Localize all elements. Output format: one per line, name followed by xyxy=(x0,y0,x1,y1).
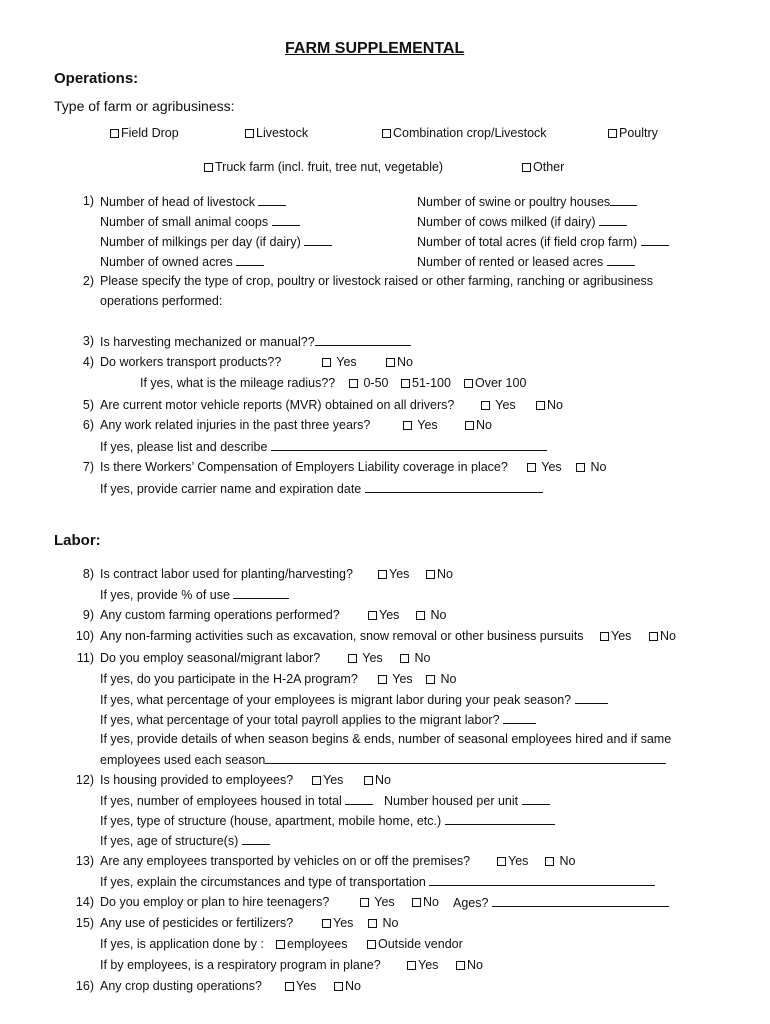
q15-text: Any use of pesticides or fertilizers? xyxy=(100,916,294,930)
checkbox-icon[interactable] xyxy=(400,654,409,663)
q6-yes[interactable]: Yes xyxy=(403,418,438,433)
checkbox-icon[interactable] xyxy=(481,401,490,410)
checkbox-icon[interactable] xyxy=(465,421,474,430)
checkbox-icon[interactable] xyxy=(576,463,585,472)
checkbox-icon[interactable] xyxy=(426,570,435,579)
q10-text: Any non-farming activities such as excavation, snow removal or other business pursuits xyxy=(100,629,584,643)
checkbox-icon[interactable] xyxy=(401,379,410,388)
question-number: 2) xyxy=(82,274,94,288)
question-number: 1) xyxy=(82,194,94,208)
q6-follow-field[interactable]: If yes, please list and describe xyxy=(100,439,547,455)
checkbox-icon[interactable] xyxy=(312,776,321,785)
farm-type-field-drop[interactable]: Field Drop xyxy=(110,126,179,141)
q15-applied-by: If yes, is application done by : xyxy=(100,937,264,951)
q15-respiratory-no[interactable]: No xyxy=(456,958,483,973)
q14-no[interactable]: No xyxy=(412,895,439,910)
checkbox-icon[interactable] xyxy=(245,129,254,138)
q4-radius-over-100[interactable]: Over 100 xyxy=(464,376,526,391)
q7-no[interactable]: No xyxy=(576,460,606,475)
q11-season-details: If yes, provide details of when season begins & ends, number of seasonal employees hired and if same xyxy=(100,732,672,746)
checkbox-icon[interactable] xyxy=(364,776,373,785)
checkbox-icon[interactable] xyxy=(349,379,358,388)
farm-type-truck-farm[interactable]: Truck farm (incl. fruit, tree nut, vegetable) xyxy=(204,160,443,175)
farm-type-livestock[interactable]: Livestock xyxy=(245,126,308,141)
q4-no[interactable]: No xyxy=(386,355,413,370)
q15-respiratory: If by employees, is a respiratory program in plane? xyxy=(100,958,381,972)
q11-yes[interactable]: Yes xyxy=(348,651,383,666)
q12-yes[interactable]: Yes xyxy=(312,773,343,788)
checkbox-icon[interactable] xyxy=(276,940,285,949)
q14-text: Do you employ or plan to hire teenagers? xyxy=(100,895,330,909)
question-number: 6) xyxy=(82,418,94,432)
q12-housed-per-unit-field[interactable]: Number housed per unit xyxy=(384,793,550,809)
checkbox-icon[interactable] xyxy=(412,898,421,907)
q16-no[interactable]: No xyxy=(334,979,361,994)
q15-employees[interactable]: employees xyxy=(276,937,347,952)
q7-follow-field[interactable]: If yes, provide carrier name and expiration date xyxy=(100,481,543,497)
q8-text: Is contract labor used for planting/harvesting? xyxy=(100,567,353,581)
q15-no[interactable]: No xyxy=(368,916,398,931)
q14-ages-field[interactable]: Ages? xyxy=(453,895,669,911)
farm-type-other[interactable]: Other xyxy=(522,160,564,175)
checkbox-icon[interactable] xyxy=(382,129,391,138)
owned-acres-field[interactable]: Number of owned acres xyxy=(100,254,264,270)
q4-follow: If yes, what is the mileage radius?? xyxy=(140,376,336,390)
page-title: FARM SUPPLEMENTAL xyxy=(285,40,465,57)
q8-follow-field[interactable]: If yes, provide % of use xyxy=(100,587,289,603)
q11-h2a-text: If yes, do you participate in the H-2A program? xyxy=(100,672,358,686)
checkbox-icon[interactable] xyxy=(545,857,554,866)
checkbox-icon[interactable] xyxy=(285,982,294,991)
q10-yes[interactable]: Yes xyxy=(600,629,631,644)
checkbox-icon[interactable] xyxy=(497,857,506,866)
q13-no[interactable]: No xyxy=(545,854,575,869)
swine-houses-field[interactable]: Number of swine or poultry houses xyxy=(417,194,637,210)
checkbox-icon[interactable] xyxy=(348,654,357,663)
q6-text: Any work related injuries in the past three years? xyxy=(100,418,371,432)
q11-text: Do you employ seasonal/migrant labor? xyxy=(100,651,321,665)
q11-h2a-no[interactable]: No xyxy=(426,672,456,687)
checkbox-icon[interactable] xyxy=(600,632,609,641)
q5-yes[interactable]: Yes xyxy=(481,398,516,413)
question-number: 11) xyxy=(76,651,94,665)
q6-no[interactable]: No xyxy=(465,418,492,433)
q12-structure-age-field[interactable]: If yes, age of structure(s) xyxy=(100,833,270,849)
checkbox-icon[interactable] xyxy=(204,163,213,172)
q3-field[interactable]: Is harvesting mechanized or manual?? xyxy=(100,334,411,350)
q8-no[interactable]: No xyxy=(426,567,453,582)
question-number: 13) xyxy=(75,854,94,868)
q2-text-cont: operations performed: xyxy=(100,294,223,308)
checkbox-icon[interactable] xyxy=(522,163,531,172)
question-number: 12) xyxy=(75,773,94,787)
operations-heading: Operations: xyxy=(54,70,139,87)
checkbox-icon[interactable] xyxy=(360,898,369,907)
q12-no[interactable]: No xyxy=(364,773,391,788)
checkbox-icon[interactable] xyxy=(649,632,658,641)
question-number: 16) xyxy=(75,979,94,993)
q16-yes[interactable]: Yes xyxy=(285,979,316,994)
q11-payroll-pct-field[interactable]: If yes, what percentage of your total payroll applies to the migrant labor? xyxy=(100,712,536,728)
q16-text: Any crop dusting operations? xyxy=(100,979,262,993)
checkbox-icon[interactable] xyxy=(368,611,377,620)
q14-yes[interactable]: Yes xyxy=(360,895,395,910)
q4-text: Do workers transport products?? xyxy=(100,355,282,369)
milkings-field[interactable]: Number of milkings per day (if dairy) xyxy=(100,234,332,250)
question-number: 14) xyxy=(75,895,94,909)
checkbox-icon[interactable] xyxy=(367,940,376,949)
q4-radius-0-50[interactable]: 0-50 xyxy=(349,376,389,391)
q10-no[interactable]: No xyxy=(649,629,676,644)
checkbox-icon[interactable] xyxy=(464,379,473,388)
q9-no[interactable]: No xyxy=(416,608,446,623)
labor-heading: Labor: xyxy=(54,532,101,549)
q4-yes[interactable]: Yes xyxy=(322,355,357,370)
question-number: 8) xyxy=(82,567,94,581)
question-number: 7) xyxy=(82,460,94,474)
q11-migrant-pct-field[interactable]: If yes, what percentage of your employees is migrant labor during your peak season? xyxy=(100,692,608,708)
small-coops-field[interactable]: Number of small animal coops xyxy=(100,214,300,230)
checkbox-icon[interactable] xyxy=(322,358,331,367)
question-number: 9) xyxy=(82,608,94,622)
checkbox-icon[interactable] xyxy=(416,611,425,620)
total-acres-field[interactable]: Number of total acres (if field crop farm) xyxy=(417,234,669,250)
question-number: 4) xyxy=(82,355,94,369)
q8-yes[interactable]: Yes xyxy=(378,567,409,582)
question-number: 3) xyxy=(82,334,94,348)
question-number: 15) xyxy=(75,916,94,930)
farm-type-poultry[interactable]: Poultry xyxy=(608,126,658,141)
q11-season-details-field[interactable]: employees used each season xyxy=(100,752,666,768)
checkbox-icon[interactable] xyxy=(527,463,536,472)
q12-housed-total-field[interactable]: If yes, number of employees housed in total xyxy=(100,793,373,809)
question-number: 10) xyxy=(75,629,94,643)
q12-text: Is housing provided to employees? xyxy=(100,773,294,787)
cows-milked-field[interactable]: Number of cows milked (if dairy) xyxy=(417,214,627,230)
q15-respiratory-yes[interactable]: Yes xyxy=(407,958,438,973)
checkbox-icon[interactable] xyxy=(426,675,435,684)
q13-text: Are any employees transported by vehicles on or off the premises? xyxy=(100,854,471,868)
checkbox-icon[interactable] xyxy=(110,129,119,138)
rented-acres-field[interactable]: Number of rented or leased acres xyxy=(417,254,635,270)
question-number: 5) xyxy=(82,398,94,412)
q12-structure-type-field[interactable]: If yes, type of structure (house, apartment, mobile home, etc.) xyxy=(100,813,555,829)
checkbox-icon[interactable] xyxy=(368,919,377,928)
q7-yes[interactable]: Yes xyxy=(527,460,562,475)
q9-text: Any custom farming operations performed? xyxy=(100,608,340,622)
farm-type-label: Type of farm or agribusiness: xyxy=(54,98,235,114)
checkbox-icon[interactable] xyxy=(407,961,416,970)
checkbox-icon[interactable] xyxy=(378,570,387,579)
q9-yes[interactable]: Yes xyxy=(368,608,399,623)
q15-outside-vendor[interactable]: Outside vendor xyxy=(367,937,463,952)
q13-yes[interactable]: Yes xyxy=(497,854,528,869)
q2-text: Please specify the type of crop, poultry or livestock raised or other farming, ranching or agribusiness xyxy=(100,274,654,288)
q5-text: Are current motor vehicle reports (MVR) obtained on all drivers? xyxy=(100,398,455,412)
q7-text: Is there Workers’ Compensation of Employers Liability coverage in place? xyxy=(100,460,508,474)
q5-no[interactable]: No xyxy=(536,398,563,413)
q11-h2a-yes[interactable]: Yes xyxy=(378,672,413,687)
q15-yes[interactable]: Yes xyxy=(322,916,353,931)
q11-no[interactable]: No xyxy=(400,651,430,666)
farm-type-combination[interactable]: Combination crop/Livestock xyxy=(382,126,547,141)
checkbox-icon[interactable] xyxy=(322,919,331,928)
checkbox-icon[interactable] xyxy=(378,675,387,684)
q4-radius-51-100[interactable]: 51-100 xyxy=(401,376,451,391)
checkbox-icon[interactable] xyxy=(536,401,545,410)
checkbox-icon[interactable] xyxy=(403,421,412,430)
q13-follow-field[interactable]: If yes, explain the circumstances and type of transportation xyxy=(100,874,655,890)
checkbox-icon[interactable] xyxy=(386,358,395,367)
checkbox-icon[interactable] xyxy=(456,961,465,970)
checkbox-icon[interactable] xyxy=(334,982,343,991)
head-livestock-field[interactable]: Number of head of livestock xyxy=(100,194,286,210)
checkbox-icon[interactable] xyxy=(608,129,617,138)
